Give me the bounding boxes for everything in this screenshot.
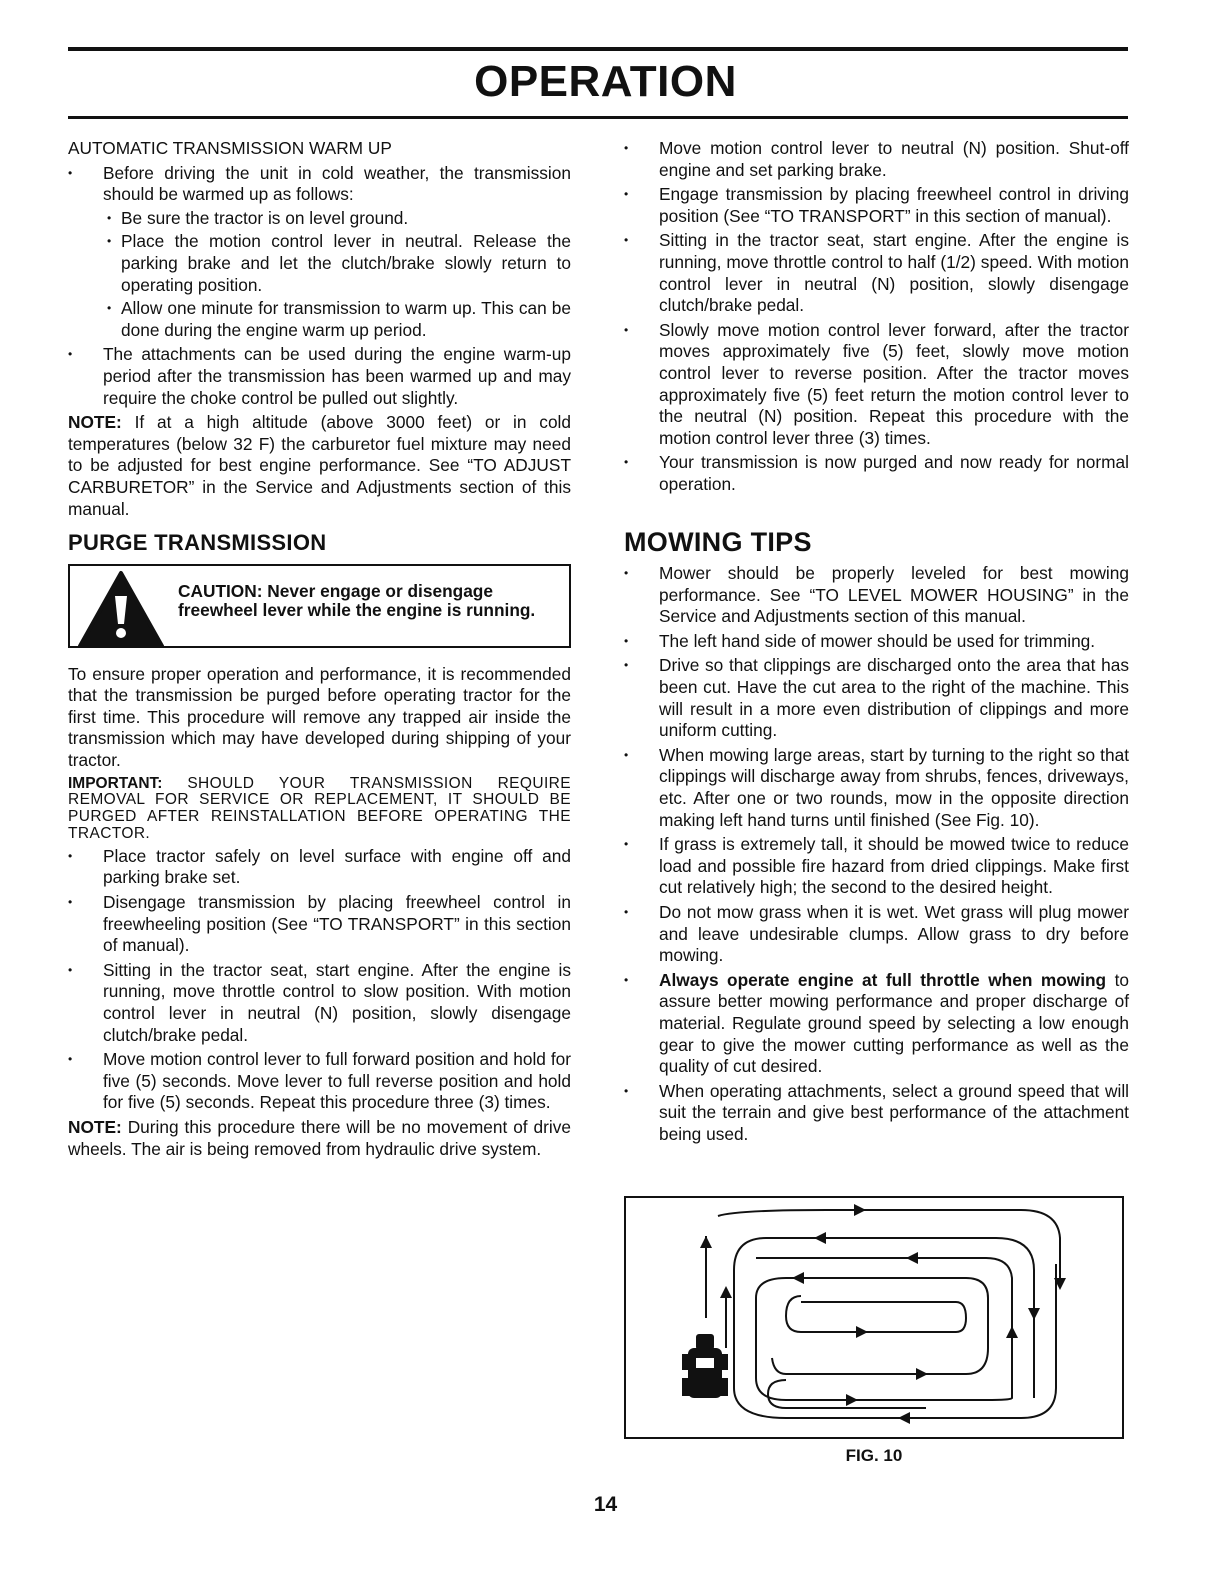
list-item: • Do not mow grass when it is wet. Wet grass will plug mower and leave undesirable clumps. Allow grass to dry before mowing. [624, 902, 1129, 967]
list-item: • If grass is extremely tall, it should be mowed twice to reduce load and possible fire hazard from dried clippings. Make first cut relatively high; the second to the desired height. [624, 834, 1129, 899]
right-column [624, 138, 1129, 1149]
purge-steps-continued [624, 138, 1129, 496]
altitude-note: NOTE: If at a high altitude (above 3000 feet) or in cold temperatures (below 32 F) the carburetor fuel mixture may need to be adjusted for best engine performance. See “TO ADJUST CARBURETOR” in the Service and Adjustments section of this manual. [68, 412, 571, 519]
mowing-tips-heading: MOWING TIPS [624, 526, 812, 557]
list-item: • Your transmission is now purged and now ready for normal operation. [624, 452, 1129, 495]
mowing-tips-list [624, 563, 1129, 1145]
list-item: • When mowing large areas, start by turning to the right so that clippings will discharge away from shrubs, fences, driveways, etc. After one or two rounds, mow in the opposite direction making left hand turns until finished (See Fig. 10). [624, 745, 1129, 831]
purge-intro: To ensure proper operation and performance, it is recommended that the transmission be purged before operating tractor for the first time. This procedure will remove any trapped air inside the transmission which may have developed during shipping of your tractor. [68, 663, 571, 771]
list-item: • Allow one minute for transmission to warm up. This can be done during the engine warm up period. [103, 298, 571, 341]
purge-steps [68, 846, 571, 1114]
hydraulic-note: NOTE: During this procedure there will be no movement of drive wheels. The air is being removed from hydraulic drive system. [68, 1116, 571, 1159]
important-note: IMPORTANT: SHOULD YOUR TRANSMISSION REQUIRE REMOVAL FOR SERVICE OR REPLACEMENT, IT SHOULD BE PURGED AFTER REINSTALLATION BEFORE OPERATING THE TRACTOR. [68, 774, 571, 843]
warmup-list [68, 163, 571, 410]
warning-triangle-icon [76, 570, 166, 650]
warmup-heading: AUTOMATIC TRANSMISSION WARM UP [68, 138, 392, 158]
page-number: 14 [593, 1493, 618, 1516]
title-rule [68, 116, 1128, 119]
caution-text: CAUTION: Never engage or disengage freewheel lever while the engine is running. [178, 580, 536, 620]
list-item: • Mower should be properly leveled for best mowing performance. See “TO LEVEL MOWER HOUSING” in the Service and Adjustments section of this manual. [624, 563, 1129, 628]
figure-caption: FIG. 10 [845, 1446, 903, 1465]
list-item: • Engage transmission by placing freewheel control in driving position (See “TO TRANSPORT” in this section of manual). [624, 184, 1129, 227]
mower-icon [682, 1334, 728, 1398]
purge-heading: PURGE TRANSMISSION [68, 530, 327, 556]
list-item: • The attachments can be used during the engine warm-up period after the transmission has been warmed up and may require the choke control be pulled out slightly. [68, 344, 571, 409]
list-item: • Before driving the unit in cold weather, the transmission should be warmed up as follows: • Be sure the tractor is on level ground. • Place the motion control lever in neutral. Release the parking brake and let the clutch/brake slowly return to operating position. • Allow one minute for transmission to warm up. This can be done during the engine warm up period. [68, 163, 571, 342]
list-item: • Drive so that clippings are discharged onto the area that has been cut. Have the cut area to the right of the machine. This will result in a more even distribution of clippings and more uniform cutting. [624, 655, 1129, 741]
warmup-sublist [103, 208, 571, 342]
list-item: • Slowly move motion control lever forward, after the tractor moves approximately five (5) feet, slowly move motion control lever to reverse position. After the tractor moves approximately five (5) feet return the motion control lever to the neutral (N) position. Repeat this procedure with the motion control lever three (3) times. [624, 320, 1129, 450]
list-item: • Move motion control lever to neutral (N) position. Shut-off engine and set parking brake. [624, 138, 1129, 181]
mowing-pattern-figure [624, 1196, 1124, 1439]
top-rule [68, 47, 1128, 51]
list-item: • Sitting in the tractor seat, start engine. After the engine is running, move throttle control to slow position. With motion control lever in neutral (N) position, slowly disengage clutch/brake pedal. [68, 960, 571, 1046]
list-item: • When operating attachments, select a ground speed that will suit the terrain and give best performance of the attachment being used. [624, 1081, 1129, 1146]
list-item: • Always operate engine at full throttle when mowing to assure better mowing performance and proper discharge of material. Regulate ground speed by selecting a low enough gear to give the mower cutting performance as well as the quality of cut desired. [624, 970, 1129, 1078]
list-item: • Sitting in the tractor seat, start engine. After the engine is running, move throttle control to half (1/2) speed. With motion control lever in neutral (N) position, slowly disengage clutch/brake pedal. [624, 230, 1129, 316]
mowing-pattern-diagram [626, 1198, 1126, 1441]
list-item: • The left hand side of mower should be used for trimming. [624, 631, 1129, 653]
page-title: OPERATION [474, 57, 737, 106]
caution-box [68, 564, 571, 648]
list-item: • Place the motion control lever in neutral. Release the parking brake and let the clutch/brake slowly return to operating position. [103, 231, 571, 296]
list-item: • Disengage transmission by placing freewheel control in freewheeling position (See “TO TRANSPORT” in this section of manual). [68, 892, 571, 957]
list-item: • Be sure the tractor is on level ground. [103, 208, 571, 230]
left-column [68, 138, 571, 1160]
list-item: • Place tractor safely on level surface with engine off and parking brake set. [68, 846, 571, 889]
list-item: • Move motion control lever to full forward position and hold for five (5) seconds. Move lever to full reverse position and hold for five (5) seconds. Repeat this procedure three (3) times. [68, 1049, 571, 1114]
